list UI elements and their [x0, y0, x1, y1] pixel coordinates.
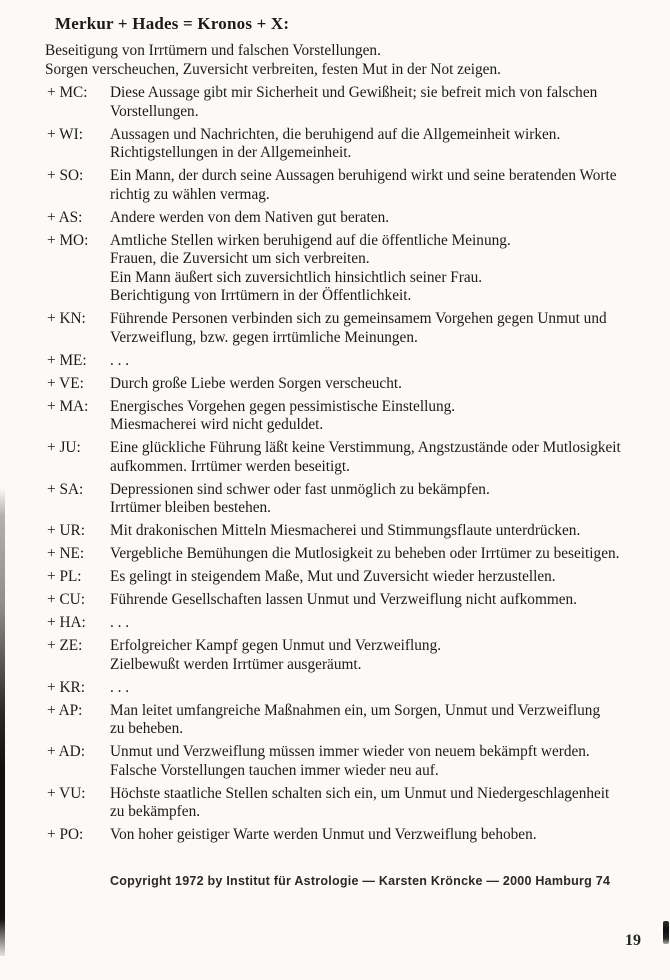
aspect-entry [47, 743, 662, 780]
aspect-text [110, 84, 662, 121]
aspect-text-line: Diese Aussage gibt mir Sicherheit und Gewißheit; sie befreit mich von falschen [110, 84, 598, 101]
aspect-text [110, 126, 662, 163]
aspect-text [110, 481, 662, 518]
aspect-label: + MO: [47, 231, 89, 249]
aspect-entry [47, 481, 662, 518]
aspect-text-line: Frauen, die Zuversicht um sich verbreiten. [110, 250, 370, 267]
aspect-text [110, 522, 662, 541]
aspect-text [110, 679, 662, 698]
aspect-entry [47, 785, 662, 822]
aspect-text-line: Miesmacherei wird nicht geduldet. [110, 416, 324, 433]
scan-edge-shadow [0, 488, 5, 956]
aspect-text-line: . . . [110, 351, 130, 369]
aspect-text [110, 702, 662, 739]
aspect-text [110, 398, 662, 435]
aspect-text-line: Unmut und Verzweiflung müssen immer wieder von neuem bekämpft werden. [110, 743, 590, 760]
aspect-text-line: zu beheben. [110, 720, 184, 737]
aspect-text-line: Von hoher geistiger Warte werden Unmut und Verzweiflung behoben. [110, 826, 537, 843]
aspect-entry [47, 310, 662, 347]
aspect-label: + KN: [47, 310, 86, 327]
aspect-text-line: Durch große Liebe werden Sorgen verscheucht. [110, 374, 402, 392]
aspect-entry [47, 209, 662, 228]
aspect-entry [47, 84, 662, 121]
aspect-entry [47, 522, 662, 541]
aspect-label: + SA: [47, 480, 84, 498]
aspect-label: + ME: [47, 351, 87, 369]
aspect-text [110, 439, 662, 476]
aspect-entry [47, 702, 662, 739]
aspect-text-line: Vorstellungen. [110, 102, 199, 120]
aspect-text-line: Verzweiflung, bzw. gegen irrtümliche Meinungen. [110, 328, 418, 346]
aspect-label: + HA: [47, 614, 86, 631]
aspect-text-line: Irrtümer bleiben bestehen. [110, 499, 271, 516]
aspect-label: + AP: [47, 701, 83, 719]
aspect-text [110, 591, 662, 610]
aspect-text [110, 826, 662, 845]
aspect-text-line: Energisches Vorgehen gegen pessimistische Einstellung. [110, 397, 456, 415]
aspect-label: + PO: [47, 826, 84, 843]
aspect-label: + ZE: [47, 637, 83, 654]
aspect-text [110, 209, 662, 228]
aspect-text [110, 743, 662, 780]
intro-paragraph [45, 41, 501, 79]
aspect-text [110, 310, 662, 347]
aspect-text [110, 545, 662, 564]
aspect-text-line: Es gelingt in steigendem Maße, Mut und Zuversicht wieder herzustellen. [110, 568, 556, 585]
aspect-label: + NE: [47, 545, 85, 562]
aspect-text-line: . . . [110, 614, 130, 631]
aspect-text-line: Vergebliche Bemühungen die Mutlosigkeit zu beheben oder Irrtümer zu beseitigen. [110, 545, 620, 562]
aspect-label: + JU: [47, 439, 81, 456]
aspect-text-line: aufkommen. Irrtümer werden beseitigt. [110, 457, 350, 475]
aspect-text-line: Erfolgreicher Kampf gegen Unmut und Verzweiflung. [110, 637, 442, 654]
aspect-entry [47, 679, 662, 698]
aspect-text-line: Andere werden von dem Nativen gut beraten. [110, 208, 390, 226]
aspect-text-line: Zielbewußt werden Irrtümer ausgeräumt. [110, 655, 362, 673]
aspect-entry [47, 591, 662, 610]
aspect-entry [47, 126, 662, 163]
aspect-text [110, 637, 662, 674]
aspect-entry [47, 545, 662, 564]
aspect-label: + AS: [47, 208, 83, 226]
aspect-entry [47, 614, 662, 633]
page-title: Merkur + Hades = Kronos + X: [55, 14, 290, 33]
aspect-list [47, 84, 662, 849]
aspect-text [110, 352, 662, 371]
aspect-entry [47, 826, 662, 845]
aspect-entry [47, 352, 662, 371]
aspect-text-line: Mit drakonischen Mitteln Miesmacherei und Stimmungsflaute unterdrücken. [110, 522, 581, 539]
aspect-text-line: Depressionen sind schwer oder fast unmöglich zu bekämpfen. [110, 480, 490, 498]
aspect-entry [47, 232, 662, 306]
aspect-text-line: zu bekämpfen. [110, 803, 201, 820]
aspect-text-line: Man leitet umfangreiche Maßnahmen ein, um Sorgen, Unmut und Verzweiflung [110, 701, 601, 719]
aspect-label: + WI: [47, 125, 83, 143]
aspect-entry [47, 398, 662, 435]
aspect-text [110, 785, 662, 822]
aspect-text [110, 232, 662, 306]
aspect-entry [47, 637, 662, 674]
aspect-text-line: Berichtigung von Irrtümern in der Öffentlichkeit. [110, 287, 412, 304]
aspect-label: + PL: [47, 568, 82, 585]
aspect-text-line: Richtigstellungen in der Allgemeinheit. [110, 144, 352, 161]
aspect-label: + SO: [47, 167, 84, 184]
aspect-text-line: Führende Personen verbinden sich zu gemeinsamem Vorgehen gegen Unmut und [110, 310, 607, 327]
aspect-text-line: Ein Mann äußert sich zuversichtlich hinsichtlich seiner Frau. [110, 268, 483, 286]
aspect-text-line: Amtliche Stellen wirken beruhigend auf die öffentliche Meinung. [110, 231, 511, 249]
aspect-text-line: Ein Mann, der durch seine Aussagen beruhigend wirkt und seine beratenden Worte [110, 167, 617, 184]
aspect-text [110, 568, 662, 587]
aspect-label: + MA: [47, 397, 89, 415]
aspect-text [110, 614, 662, 633]
aspect-text-line: Höchste staatliche Stellen schalten sich ein, um Unmut und Niedergeschlagenheit [110, 784, 610, 802]
aspect-label: + VE: [47, 374, 84, 392]
aspect-entry [47, 375, 662, 394]
page-number: 19 [625, 932, 641, 949]
scan-edge-mark [663, 921, 669, 944]
aspect-label: + CU: [47, 591, 85, 608]
intro-line: Beseitigung von Irrtümern und falschen Vorstellungen. [45, 42, 381, 59]
aspect-entry [47, 167, 662, 204]
aspect-text-line: Eine glückliche Führung läßt keine Verstimmung, Angstzustände oder Mutlosigkeit [110, 439, 621, 456]
aspect-text [110, 375, 662, 394]
aspect-text-line: Führende Gesellschaften lassen Unmut und Verzweiflung nicht aufkommen. [110, 591, 578, 608]
aspect-text-line: Aussagen und Nachrichten, die beruhigend auf die Allgemeinheit wirken. [110, 125, 561, 143]
aspect-label: + VU: [47, 784, 86, 802]
aspect-entry [47, 568, 662, 587]
aspect-label: + UR: [47, 522, 85, 539]
intro-line: Sorgen verscheuchen, Zuversicht verbreiten, festen Mut in der Not zeigen. [45, 61, 501, 78]
aspect-text-line: richtig zu wählen vermag. [110, 185, 270, 203]
aspect-text [110, 167, 662, 204]
aspect-entry [47, 439, 662, 476]
copyright-line: Copyright 1972 by Institut für Astrologie — Karsten Kröncke — 2000 Hamburg 74 [110, 874, 611, 888]
aspect-label: + KR: [47, 678, 85, 696]
aspect-text-line: Falsche Vorstellungen tauchen immer wieder neu auf. [110, 761, 439, 779]
aspect-text-line: . . . [110, 678, 130, 696]
aspect-label: + AD: [47, 743, 85, 760]
aspect-label: + MC: [47, 84, 88, 101]
